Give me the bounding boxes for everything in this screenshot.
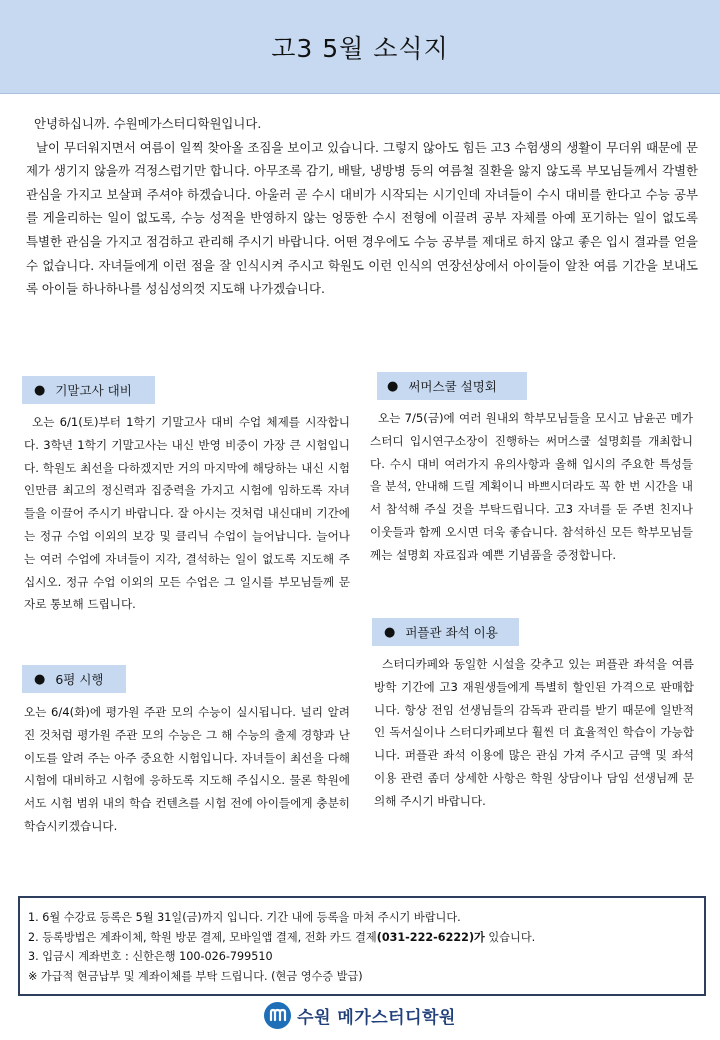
megastudy-logo-icon [264, 1002, 291, 1029]
notice-line-payment-methods: 2. 등록방법은 계좌이체, 학원 방문 결제, 모바일앱 결제, 전화 카드 결제(031-222-6222)가 있습니다. [28, 930, 536, 944]
bullet-icon: ● [34, 382, 46, 398]
payment-notice-box [18, 896, 706, 996]
section-title-seat: 퍼플관 좌석 이용 [405, 625, 498, 640]
notice-line-deadline: 1. 6월 수강료 등록은 5월 31일(금)까지 입니다. 기간 내에 등록을 마쳐 주시기 바랍니다. [28, 911, 461, 924]
section-body-june-exam: 오는 6/4(화)에 평가원 주관 모의 수능이 실시됩니다. 널리 알려진 것처럼 평가원 주관 모의 수능은 그 해 수능의 출제 경향과 난이도를 알려 주는 아주 중요한 시험입니다. 자녀들이 최선을 다해 시험에 대비하고 시험에 응하도록 지도해 주십시오. 물론 학원에서도 시험 범위 내의 학습 컨텐츠를 시험 전에 아이들에게 충분히 학습시키겠습니다. [24, 705, 350, 833]
academy-name: 수원 메가스터디학원 [297, 1007, 456, 1028]
section-header-seat [372, 618, 519, 646]
section-title-final-exam: 기말고사 대비 [55, 383, 132, 398]
section-title-summer-school: 써머스쿨 설명회 [408, 379, 497, 394]
intro-body: 날이 무더워지면서 여름이 일찍 찾아올 조짐을 보이고 있습니다. 그렇지 않아도 힘든 고3 수험생의 생활이 무더위 때문에 문제가 생기지 않을까 걱정스럽기만 합니다. 아무조록 감기, 배탈, 냉방병 등의 여름철 질환을 앓지 않도록 부모님들께서 각별한 관심을 가지고 보살펴 주셔야 하겠습니다. 아울러 곧 수시 대비가 시작되는 시기인데 자녀들이 수시 대비를 한다고 수능 공부를 게을리하는 일이 없도록, 수능 성적을 반영하지 않는 엉뚱한 수시 전형에 이끌려 공부 자체를 아예 포기하는 일이 없도록 특별한 관심을 가지고 점검하고 관리해 주시기 바랍니다. 어떤 경우에도 수능 공부를 제대로 하지 않고 좋은 입시 결과를 얻을 수 없습니다. 자녀들에게 이런 점을 잘 인식시켜 주시고 학원도 이런 인식의 연장선상에서 아이들이 알찬 여름 기간을 보내도록 아이들 하나하나를 성심성의껏 지도해 나가겠습니다. [26, 139, 698, 297]
intro-section [26, 112, 698, 301]
footer-logo [0, 998, 720, 1032]
bullet-icon: ● [387, 378, 399, 394]
notice-line-account: 3. 입금시 계좌번호 : 신한은행 100-026-799510 [28, 950, 273, 964]
phone-number: (031-222-6222)가 [376, 930, 485, 944]
section-header-summer-school [377, 372, 527, 400]
section-body-seat: 스터디카페와 동일한 시설을 갖추고 있는 퍼플관 좌석을 여름방학 기간에 고3 재원생들에게 특별히 할인된 가격으로 판매합니다. 항상 전임 선생님들의 감독과 관리를 받기 때문에 일반적인 독서실이나 스터디카페보다 훨씬 더 효율적인 학습이 가능합니다. 퍼플관 좌석 이용에 많은 관심 가져 주시고 금액 및 좌석 이용 관련 좀더 상세한 사항은 학원 상담이나 담임 선생님께 문의해 주시기 바랍니다. [374, 657, 694, 808]
section-header-june-exam [22, 665, 126, 693]
bullet-icon: ● [34, 671, 46, 687]
section-body-summer-school: 오는 7/5(금)에 여러 원내외 학부모님들을 모시고 남윤곤 메가스터디 입시연구소장이 진행하는 써머스쿨 설명회를 개최합니다. 수시 대비 여러가지 유의사항과 올해 입시의 주요한 특성들을 분석, 안내해 드릴 계획이니 바쁘시더라도 꼭 한 번 시간을 내서 참석해 주실 것을 부탁드립니다. 고3 자녀를 둔 주변 친지나 이웃들과 함께 오시면 더욱 좋습니다. 참석하신 모든 학부모님들께는 설명회 자료집과 예쁜 기념품을 증정합니다. [370, 411, 693, 562]
page-title: 고3 5월 소식지 [271, 33, 449, 63]
section-title-june-exam: 6평 시행 [55, 672, 104, 687]
bullet-icon: ● [384, 624, 396, 640]
intro-greeting: 안녕하십니까. 수원메가스터디학원입니다. [34, 116, 262, 131]
section-header-final-exam [22, 376, 155, 404]
notice-line-cash-note: ※ 가급적 현금납부 및 계좌이체를 부탁 드립니다. (현금 영수증 발급) [28, 969, 363, 983]
newsletter-header [0, 0, 720, 94]
section-body-final-exam: 오는 6/1(토)부터 1학기 기말고사 대비 수업 체제를 시작합니다. 3학년 1학기 기말고사는 내신 반영 비중이 가장 큰 시험입니다. 학원도 최선을 다하겠지만 거의 마지막에 해당하는 내신 시험인만큼 최고의 정신력과 집중력을 가지고 시험에 임하도록 자녀들을 이끌어 주시기 바랍니다. 잘 아시는 것처럼 내신대비 기간에는 정규 수업 이외의 보강 및 클리닉 수업이 늘어납니다. 늘어나는 여러 수업에 자녀들이 지각, 결석하는 일이 없도록 지도해 주십시오. 정규 수업 이외의 모든 수업은 그 일시를 부모님들께 문자로 통보해 드립니다. [24, 415, 350, 612]
